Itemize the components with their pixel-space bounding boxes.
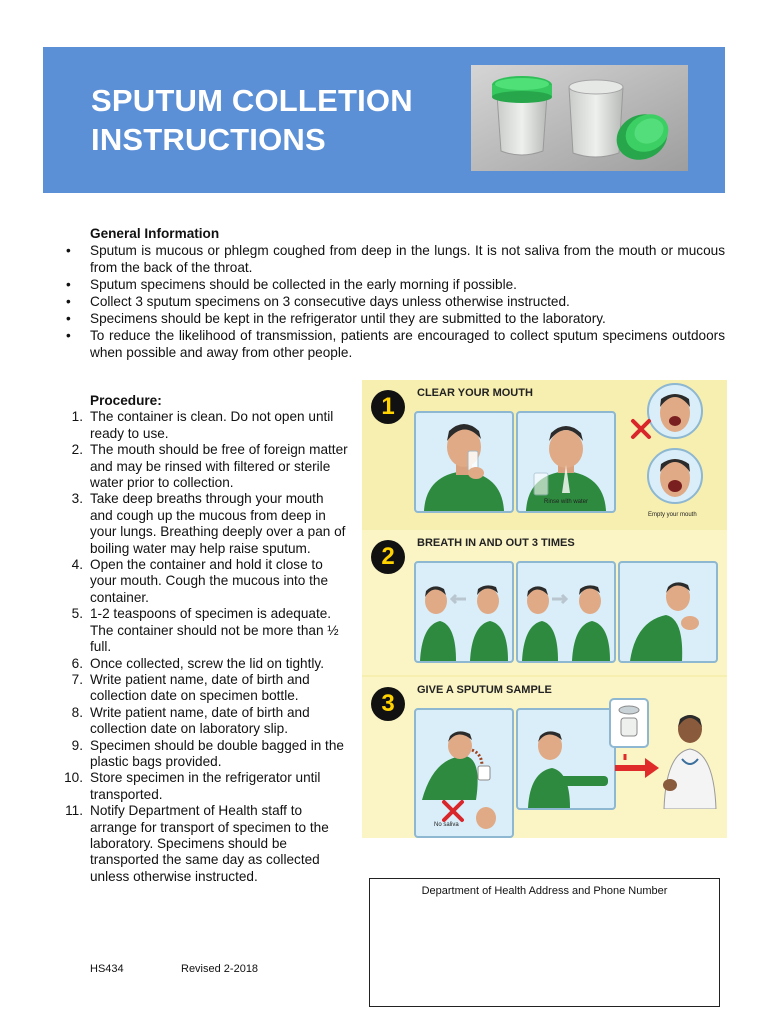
- general-info-item: • Sputum is mucous or phlegm coughed from deep in the lungs. It is not saliva from the mouth or mucous from the back of the throat.: [63, 242, 725, 276]
- form-id: HS434: [90, 963, 124, 975]
- containers-illustration: [471, 65, 688, 171]
- step-number: 9.: [71, 737, 83, 753]
- specimen-containers-photo: [471, 65, 688, 171]
- procedure-step: [63, 491, 348, 557]
- procedure-step: [63, 557, 348, 606]
- step-text: The mouth should be free of foreign matter and may be rinsed with filtered or sterile water prior to collection.: [90, 442, 348, 491]
- title-line-1: SPUTUM COLLETION: [91, 83, 413, 118]
- step-1-badge: 1: [371, 390, 405, 424]
- procedure-step: [63, 442, 348, 491]
- step-number: 10.: [64, 770, 83, 786]
- step-text: Once collected, screw the lid on tightly.: [90, 655, 324, 671]
- page-title: [91, 81, 413, 159]
- step-2-badge: 2: [371, 540, 405, 574]
- empty-mouth-caption: Empty your mouth: [648, 512, 697, 518]
- step-text: 1-2 teaspoons of specimen is adequate. The container should not be more than ½ full.: [90, 606, 339, 655]
- drink-water-panel: [414, 411, 514, 513]
- procedure-step: [63, 656, 348, 672]
- procedure-heading: Procedure:: [90, 393, 162, 408]
- header-banner: [43, 47, 725, 193]
- procedure-step: [63, 770, 348, 803]
- step-number: 8.: [71, 704, 83, 720]
- cough-into-container-panel: [414, 708, 514, 838]
- rinse-panel: [516, 411, 616, 513]
- illustration-step-3: [362, 677, 727, 838]
- cough-panel: [618, 561, 718, 663]
- step-number: 4.: [71, 557, 83, 573]
- procedure-step: [63, 672, 348, 705]
- step-2-title: BREATH IN AND OUT 3 TIMES: [417, 537, 575, 549]
- step-text: Notify Department of Health staff to arrange for transport of specimen to the laboratory. Specimens should be transported the same day as collected unless otherwise instructed.: [90, 803, 329, 884]
- procedure-list: [63, 409, 348, 885]
- open-mouth-face-bottom: [647, 448, 703, 513]
- step-number: 1.: [71, 409, 83, 425]
- breathe-in-panel: [414, 561, 514, 663]
- step-text: Take deep breaths through your mouth and cough up the mucous from deep in your lungs. Breathing deeply over a pan of boiling water may help raise sputum.: [90, 491, 346, 556]
- procedure-step: [63, 409, 348, 442]
- step-3-title: GIVE A SPUTUM SAMPLE: [417, 684, 552, 696]
- step-number: 2.: [71, 442, 83, 458]
- hand-over-sample-panel: [516, 708, 616, 810]
- address-box: [369, 878, 720, 1007]
- health-worker-figure: [658, 699, 722, 814]
- step-1-title: CLEAR YOUR MOUTH: [417, 387, 533, 399]
- procedure-step: [63, 606, 348, 655]
- container-closeup: [609, 698, 649, 753]
- step-text: Write patient name, date of birth and collection date on specimen bottle.: [90, 671, 310, 704]
- no-saliva-caption: No saliva: [434, 822, 459, 828]
- general-info-item: • Collect 3 sputum specimens on 3 consecutive days unless otherwise instructed.: [63, 293, 725, 310]
- step-number: 7.: [71, 671, 83, 687]
- procedure-section: [63, 393, 348, 885]
- step-text: Specimen should be double bagged in the plastic bags provided.: [90, 737, 344, 769]
- step-number: 3.: [71, 491, 83, 507]
- step-text: Store specimen in the refrigerator until transported.: [90, 770, 321, 802]
- address-box-label: Department of Health Address and Phone Number: [421, 885, 668, 897]
- general-information-heading: General Information: [90, 226, 220, 241]
- general-info-item: • Specimens should be kept in the refrigerator until they are submitted to the laboratory.: [63, 310, 725, 327]
- illustration-step-1: [362, 380, 727, 528]
- breathe-out-panel: [516, 561, 616, 663]
- general-information-list: [63, 242, 725, 361]
- step-text: Write patient name, date of birth and collection date on laboratory slip.: [90, 704, 310, 737]
- step-number: 6.: [71, 655, 83, 671]
- step-3-badge: 3: [371, 687, 405, 721]
- sputum-steps-illustration: [362, 380, 727, 838]
- title-line-2: INSTRUCTIONS: [91, 122, 326, 157]
- step-number: 11.: [65, 803, 83, 819]
- no-spit-x-icon: [630, 418, 652, 445]
- illustration-step-2: [362, 530, 727, 675]
- procedure-step: [63, 705, 348, 738]
- step-text: Open the container and hold it close to your mouth. Cough the mucous into the container.: [90, 557, 329, 605]
- general-info-item: • Sputum specimens should be collected in the early morning if possible.: [63, 276, 725, 293]
- rinse-caption: Rinse with water: [544, 499, 589, 505]
- general-info-item: • To reduce the likelihood of transmission, patients are encouraged to collect sputum specimens outdoors when possible and away from other people.: [63, 327, 725, 361]
- revision-date: Revised 2-2018: [181, 963, 259, 975]
- step-text: The container is clean. Do not open until ready to use.: [90, 409, 334, 441]
- general-information-section: [63, 225, 725, 361]
- procedure-step: [63, 803, 348, 885]
- step-number: 5.: [71, 606, 83, 622]
- procedure-step: [63, 738, 348, 771]
- open-mouth-face-top: [647, 383, 703, 444]
